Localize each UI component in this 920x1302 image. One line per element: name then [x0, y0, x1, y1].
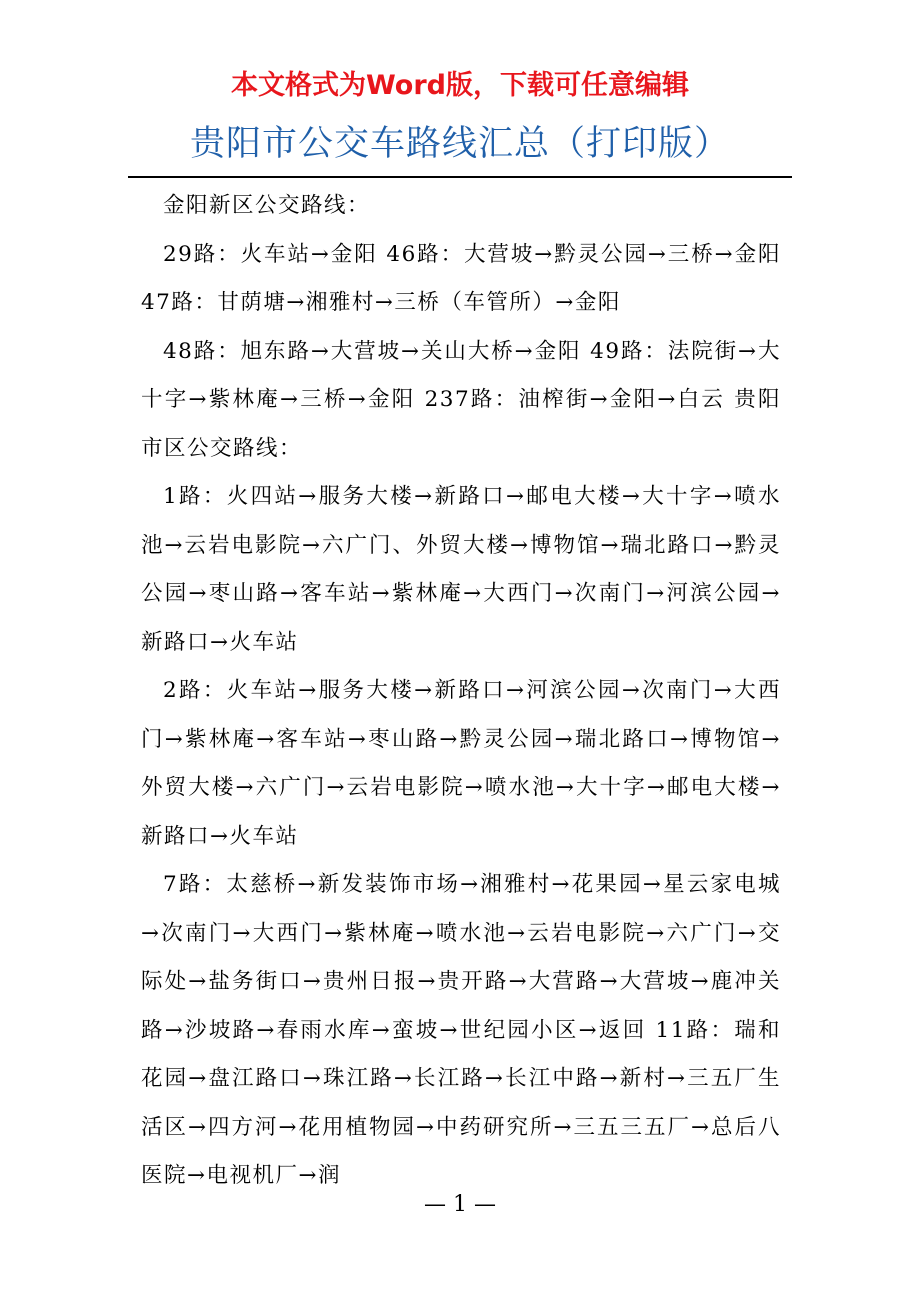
page-number: — 1 — — [424, 1192, 496, 1217]
title-divider — [128, 176, 792, 178]
document-body — [141, 182, 781, 1201]
paragraph-routes-48-237: 48路：旭东路→大营坡→关山大桥→金阳 49路：法院街→大十字→紫林庵→三桥→金阳 237路：油榨街→金阳→白云 贵阳市区公交路线： — [141, 338, 781, 461]
document-title: 贵阳市公交车路线汇总（打印版） — [189, 124, 730, 164]
format-notice: 本文格式为Word版，下载可任意编辑 — [230, 70, 689, 101]
paragraph-jinyang-heading: 金阳新区公交路线： — [163, 193, 371, 218]
paragraph-routes-29-47: 29路：火车站→金阳 46路：大营坡→黔灵公园→三桥→金阳 47路：甘荫塘→湘雅村→三桥（车管所）→金阳 — [141, 241, 781, 315]
paragraph-routes-7-11: 7路：太慈桥→新发装饰市场→湘雅村→花果园→星云家电城→次南门→大西门→紫林庵→喷水池→云岩电影院→六广门→交际处→盐务街口→贵州日报→贵开路→大营路→大营坡→鹿冲关路→沙坡路→春雨水库→蛮坡→世纪园小区→返回 11路：瑞和花园→盘江路口→珠江路→长江路→长江中路→新村→三五厂生活区→四方河→花用植物园→中药研究所→三五三五厂→总后八医院→电视机厂→润 — [141, 872, 781, 1188]
paragraph-route-1: 1路：火四站→服务大楼→新路口→邮电大楼→大十字→喷水池→云岩电影院→六广门、外贸大楼→博物馆→瑞北路口→黔灵公园→枣山路→客车站→紫林庵→大西门→次南门→河滨公园→新路口→火车站 — [141, 484, 781, 655]
paragraph-route-2: 2路：火车站→服务大楼→新路口→河滨公园→次南门→大西门→紫林庵→客车站→枣山路→黔灵公园→瑞北路口→博物馆→外贸大楼→六广门→云岩电影院→喷水池→大十字→邮电大楼→新路口→火车站 — [141, 678, 781, 849]
